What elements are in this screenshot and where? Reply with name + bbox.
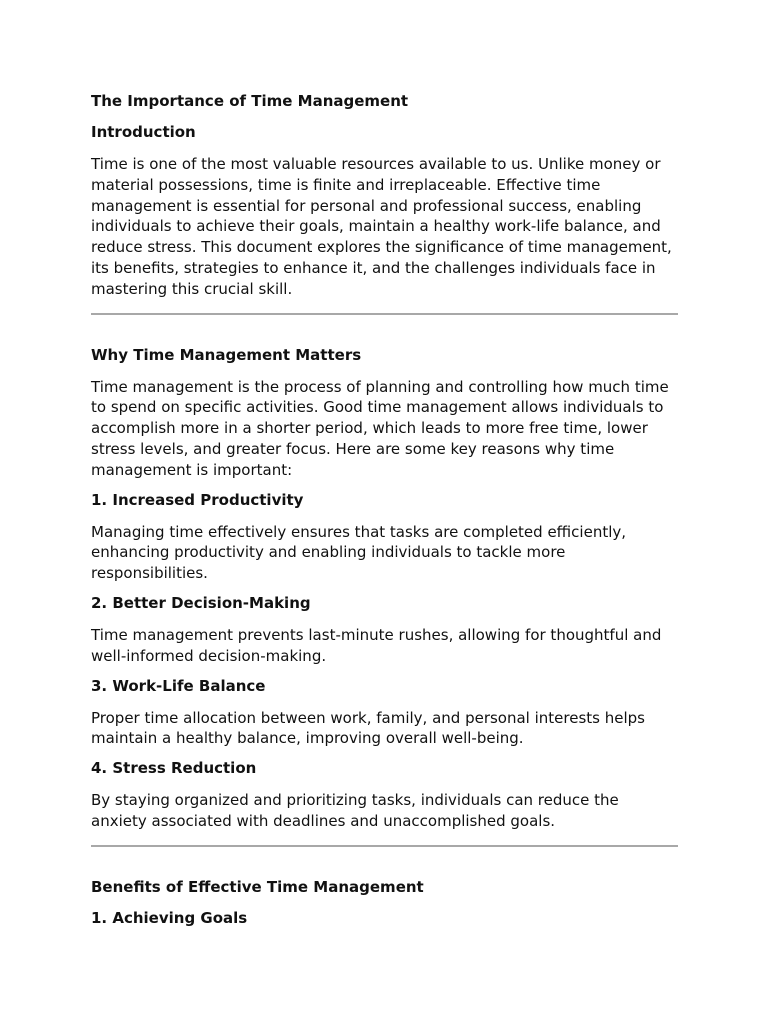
section-divider	[91, 313, 678, 315]
why-item-heading: 3. Work-Life Balance	[91, 676, 266, 695]
benefits-item-heading: 1. Achieving Goals	[91, 908, 248, 927]
why-item-heading: 4. Stress Reduction	[91, 759, 257, 778]
document-title: The Importance of Time Management	[91, 92, 409, 110]
why-item-text: Managing time effectively ensures that tasks are completed efficiently, enhancing productivity and enabling individuals to tackle more responsibilities.	[91, 522, 627, 583]
why-item-text: Time management prevents last-minute rushes, allowing for thoughtful and well-informed decision-making.	[91, 625, 662, 665]
why-item-text: By staying organized and prioritizing tasks, individuals can reduce the anxiety associated with deadlines and unaccomplished goals.	[91, 791, 619, 830]
why-item-heading: 1. Increased Productivity	[91, 490, 304, 509]
intro-heading: Introduction	[91, 123, 196, 141]
intro-paragraph: Time is one of the most valuable resources available to us. Unlike money or material possessions, time is finite and irreplaceable. Effective time management is essential for personal and professional success, enabling individuals to achieve their goals, maintain a healthy work-life balance, and reduce stress. This document explores the significance of time management, its benefits, strategies to enhance it, and the challenges individuals face in mastering this crucial skill.	[91, 155, 672, 298]
why-paragraph: Time management is the process of planning and controlling how much time to spend on specific activities. Good time management allows individuals to accomplish more in a shorter period, which leads to more free time, lower stress levels, and greater focus. Here are some key reasons why time management is important:	[91, 377, 669, 479]
why-item-heading: 2. Better Decision-Making	[91, 593, 311, 612]
section-divider	[91, 845, 678, 847]
benefits-heading: Benefits of Effective Time Management	[91, 877, 424, 896]
why-heading: Why Time Management Matters	[91, 345, 362, 364]
why-item-text: Proper time allocation between work, family, and personal interests helps maintain a healthy balance, improving overall well-being.	[91, 708, 645, 748]
document-page	[91, 92, 678, 940]
